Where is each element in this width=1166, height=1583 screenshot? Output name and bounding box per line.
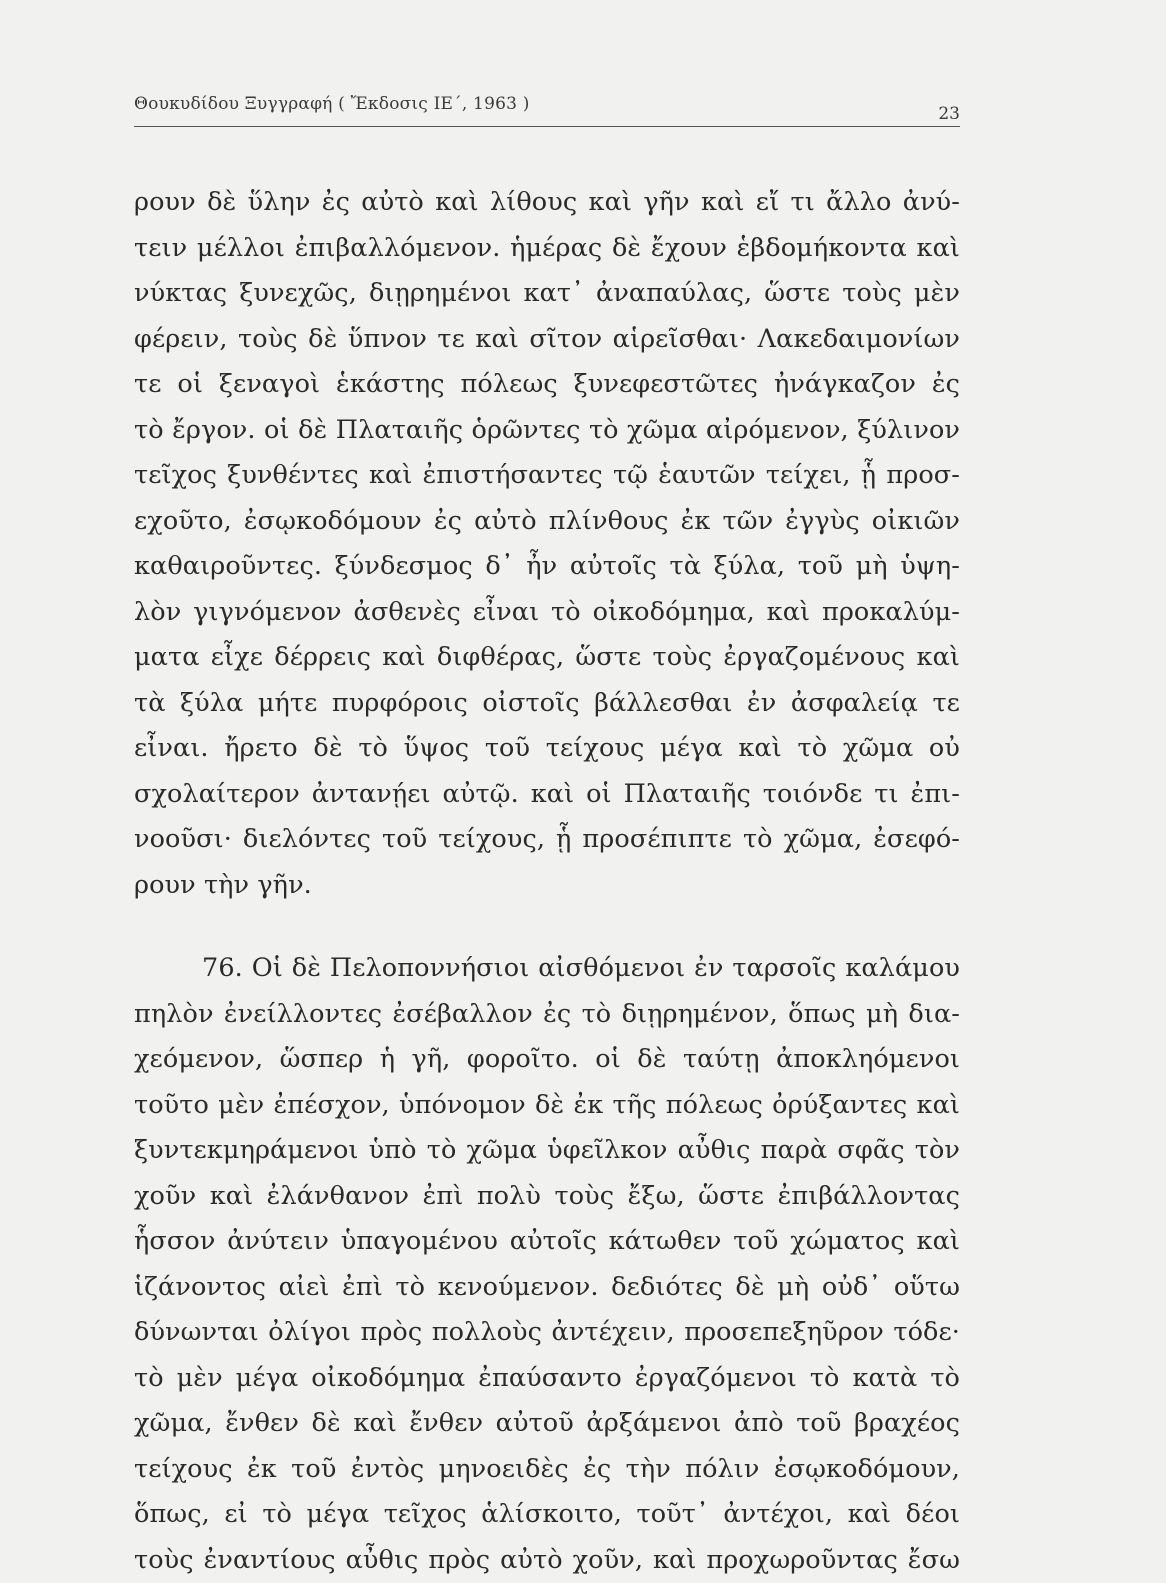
text-line: τειν μέλλοι ἐπιβαλλόμενον. ἡμέρας δὲ ἔχουν ἑβδομήκοντα καὶ (134, 226, 960, 272)
text-line: τὸ μὲν μέγα οἰκοδόμημα ἐπαύσαντο ἐργαζόμενοι τὸ κατὰ τὸ (134, 1356, 960, 1402)
text-line: ξυντεκμηράμενοι ὑπὸ τὸ χῶμα ὑφεῖλκον αὖθις παρὰ σφᾶς τὸν (134, 1128, 960, 1174)
paragraph-1 (134, 180, 960, 908)
text-line: τοῦτο μὲν ἐπέσχον, ὑπόνομον δὲ ἐκ τῆς πόλεως ὀρύξαντες καὶ (134, 1083, 960, 1129)
text-line: χοῦν καὶ ἐλάνθανον ἐπὶ πολὺ τοὺς ἔξω, ὥστε ἐπιβάλλοντας (134, 1174, 960, 1220)
text-line: τείχους ἐκ τοῦ ἐντὸς μηνοειδὲς ἐς τὴν πόλιν ἐσῳκοδόμουν, (134, 1447, 960, 1493)
header-title: Θουκυδίδου Ξυγγραφή ( Ἔκδοσις ΙΕ΄, 1963 ) (134, 94, 530, 114)
text-line: 76. Οἱ δὲ Πελοποννήσιοι αἰσθόμενοι ἐν ταρσοῖς καλάμου (134, 946, 960, 992)
text-line: ρουν δὲ ὕλην ἐς αὐτὸ καὶ λίθους καὶ γῆν καὶ εἴ τι ἄλλο ἀνύ- (134, 180, 960, 226)
paragraph-2 (134, 946, 960, 1583)
text-line: πηλὸν ἐνείλλοντες ἐσέβαλλον ἐς τὸ διῃρημένον, ὅπως μὴ δια- (134, 992, 960, 1038)
text-line: εχοῦτο, ἐσῳκοδόμουν ἐς αὐτὸ πλίνθους ἐκ τῶν ἐγγὺς οἰκιῶν (134, 499, 960, 545)
text-line: ἱζάνοντος αἰεὶ ἐπὶ τὸ κενούμενον. δεδιότες δὲ μὴ οὐδ᾽ οὕτω (134, 1265, 960, 1311)
text-line: νύκτας ξυνεχῶς, διῃρημένοι κατ᾽ ἀναπαύλας, ὥστε τοὺς μὲν (134, 271, 960, 317)
paragraph-gap (134, 908, 960, 946)
text-line: ἧσσον ἀνύτειν ὑπαγομένου αὐτοῖς κάτωθεν τοῦ χώματος καὶ (134, 1219, 960, 1265)
text-line: φέρειν, τοὺς δὲ ὕπνον τε καὶ σῖτον αἱρεῖσθαι· Λακεδαιμονίων (134, 317, 960, 363)
page-number: 23 (938, 104, 960, 124)
text-line: χῶμα, ἔνθεν δὲ καὶ ἔνθεν αὐτοῦ ἀρξάμενοι ἀπὸ τοῦ βραχέος (134, 1401, 960, 1447)
text-line: λὸν γιγνόμενον ἀσθενὲς εἶναι τὸ οἰκοδόμημα, καὶ προκαλύμ- (134, 590, 960, 636)
text-line: σχολαίτερον ἀντανῄει αὐτῷ. καὶ οἱ Πλαταιῆς τοιόνδε τι ἐπι- (134, 772, 960, 818)
text-line: χεόμενον, ὥσπερ ἡ γῆ, φοροῖτο. οἱ δὲ ταύτῃ ἀποκληόμενοι (134, 1037, 960, 1083)
text-line: ματα εἶχε δέρρεις καὶ διφθέρας, ὥστε τοὺς ἐργαζομένους καὶ (134, 635, 960, 681)
text-line: ρουν τὴν γῆν. (134, 863, 960, 909)
text-line: ὅπως, εἰ τὸ μέγα τεῖχος ἁλίσκοιτο, τοῦτ᾽ ἀντέχοι, καὶ δέοι (134, 1492, 960, 1538)
body-text (134, 180, 960, 1583)
text-line: εἶναι. ἤρετο δὲ τὸ ὕψος τοῦ τείχους μέγα καὶ τὸ χῶμα οὐ (134, 726, 960, 772)
text-line: νοοῦσι· διελόντες τοῦ τείχους, ᾗ προσέπιπτε τὸ χῶμα, ἐσεφό- (134, 817, 960, 863)
text-line: δύνωνται ὀλίγοι πρὸς πολλοὺς ἀντέχειν, προσεπεξηῦρον τόδε· (134, 1310, 960, 1356)
text-line: τὸ ἔργον. οἱ δὲ Πλαταιῆς ὁρῶντες τὸ χῶμα αἰρόμενον, ξύλινον (134, 408, 960, 454)
text-line: τὰ ξύλα μήτε πυρφόροις οἰστοῖς βάλλεσθαι ἐν ἀσφαλείᾳ τε (134, 681, 960, 727)
text-line: τε οἱ ξεναγοὶ ἑκάστης πόλεως ξυνεφεστῶτες ἠνάγκαζον ἐς (134, 362, 960, 408)
text-line: τεῖχος ξυνθέντες καὶ ἐπιστήσαντες τῷ ἑαυτῶν τείχει, ᾗ προσ- (134, 453, 960, 499)
text-line: καθαιροῦντες. ξύνδεσμος δ᾽ ἦν αὐτοῖς τὰ ξύλα, τοῦ μὴ ὑψη- (134, 544, 960, 590)
text-line: τοὺς ἐναντίους αὖθις πρὸς αὐτὸ χοῦν, καὶ προχωροῦντας ἔσω (134, 1538, 960, 1583)
running-header (134, 92, 960, 127)
